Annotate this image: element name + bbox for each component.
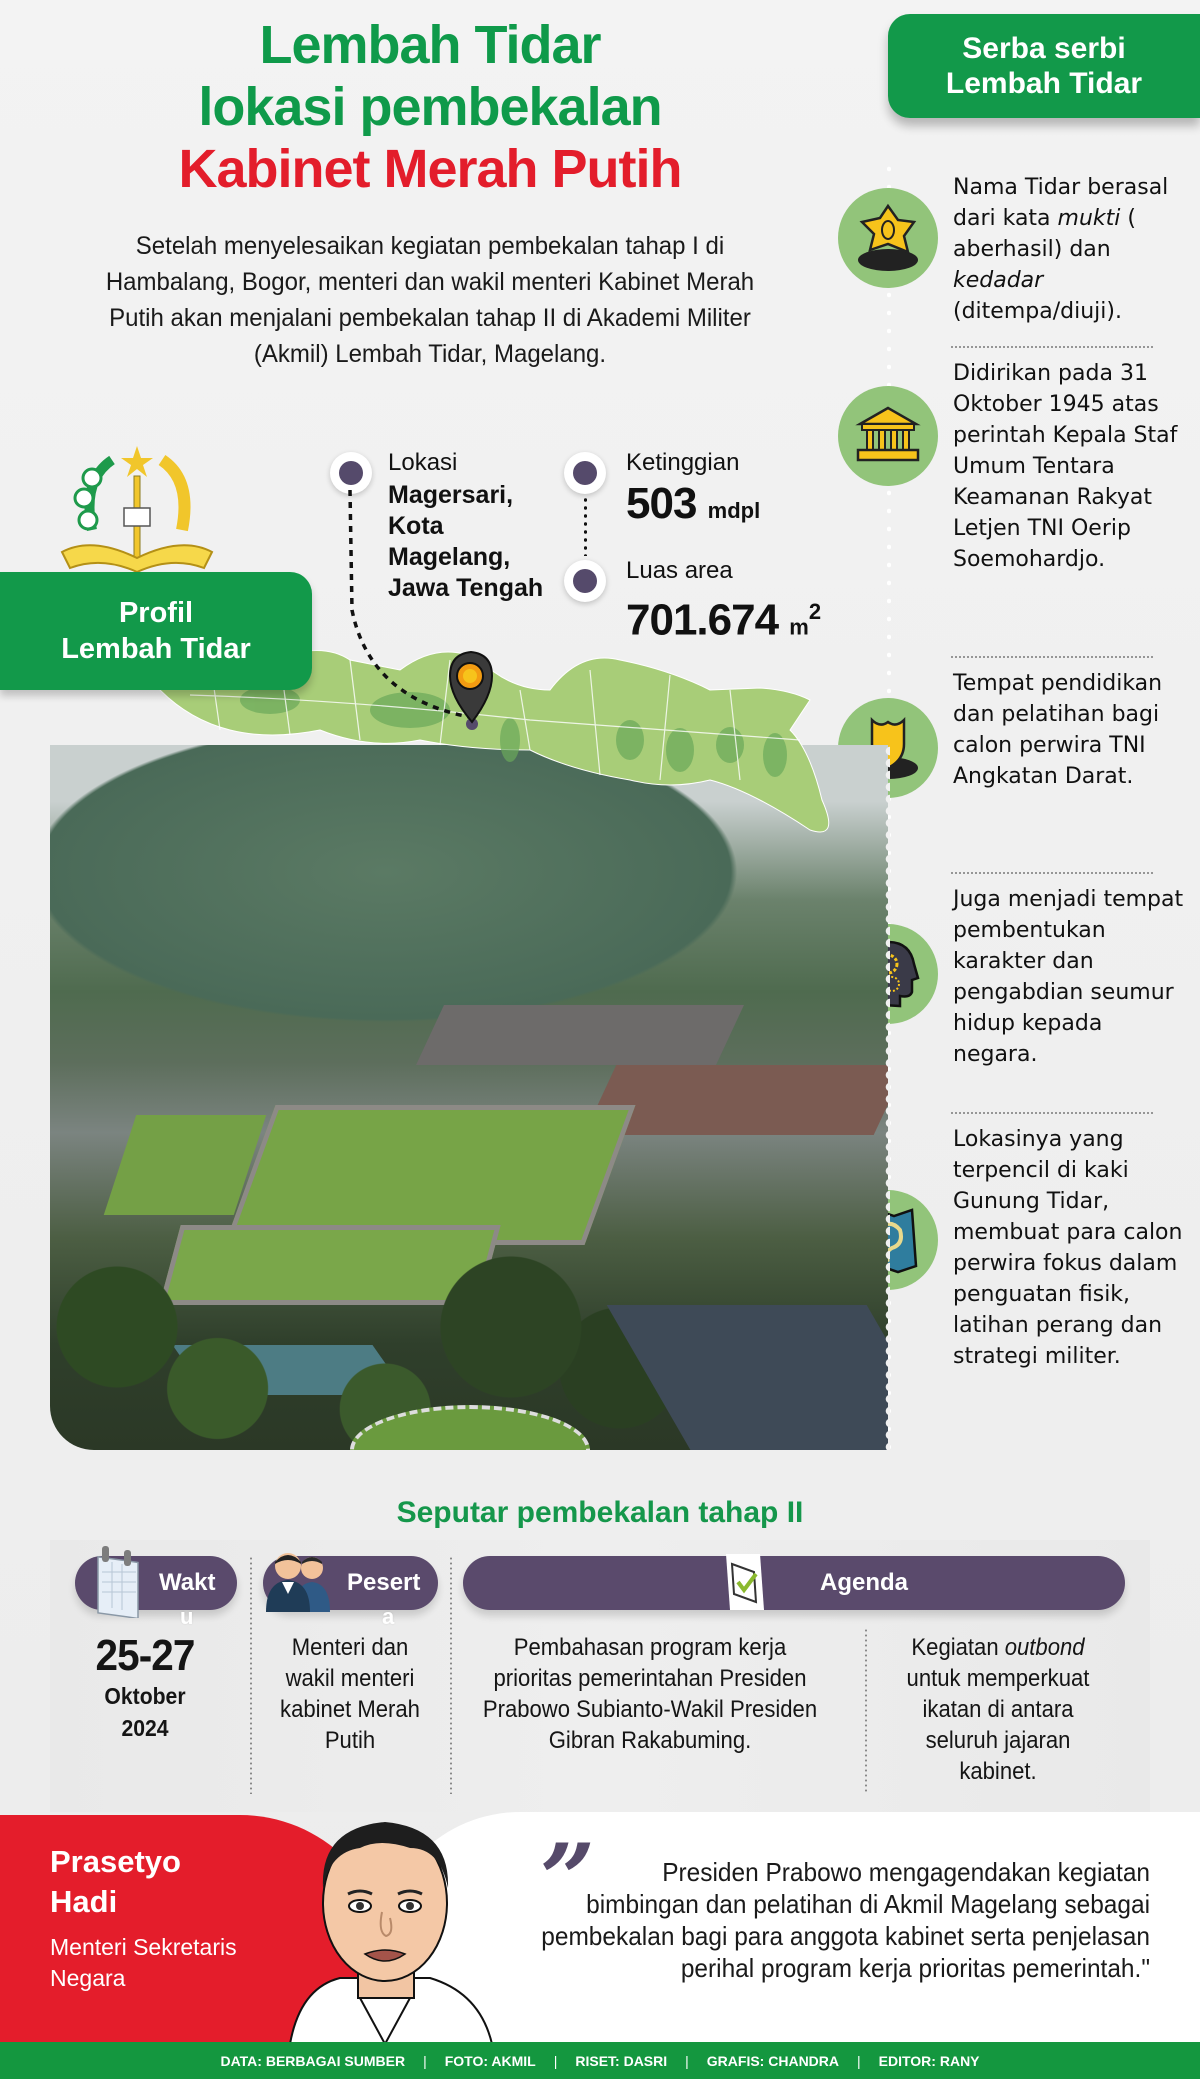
quote-text: Presiden Prabowo mengagendakan kegiatan bimbingan dan pelatihan di Akmil Magelang sebagai pembekalan bagi para anggota kabinet serta penjelasan perihal program kerja prioritas pemerintah." xyxy=(541,1857,1150,1983)
star-trophy-icon xyxy=(838,188,938,288)
seputar-panel xyxy=(50,1540,1150,1812)
credit-editor: EDITOR: RANY xyxy=(878,2052,980,2069)
agenda-item-2: Kegiatan outbond untuk memperkuat ikatan di antara seluruh jajaran kabinet. xyxy=(906,1634,1090,1785)
title-line-3: Kabinet Merah Putih xyxy=(178,139,682,199)
luas-value: 701.674 $m^2$ xyxy=(626,595,822,645)
column-divider xyxy=(450,1556,452,1794)
serba-serbi-title-1: Serba serbi xyxy=(962,32,1126,65)
column-divider xyxy=(250,1556,252,1794)
seputar-title: Seputar pembekalan tahap II xyxy=(396,1496,804,1529)
divider xyxy=(950,1112,1154,1114)
location-dot-icon xyxy=(330,452,372,494)
waktu-label: Wakt xyxy=(159,1569,216,1596)
divider xyxy=(950,346,1154,348)
agenda-pill xyxy=(463,1556,1125,1610)
serba-serbi-title-2: Lembah Tidar xyxy=(945,67,1143,100)
fact-text: Didirikan pada 31 Oktober 1945 atas perintah Kepala Staf Umum Tentara Keamanan Rakyat Letjen TNI Oerip Soemohardjo. xyxy=(953,361,1178,572)
speaker-name: Prasetyo Hadi xyxy=(50,1844,181,1919)
waktu-value: 25-27 Oktober 2024 xyxy=(95,1631,195,1741)
stat-connector xyxy=(584,496,587,556)
credits-footer: DATA: BERBAGAI SUMBER | FOTO: AKMIL | RISET: DASRI | GRAFIS: CHANDRA | EDITOR: RANY xyxy=(0,2042,1200,2079)
quote-mark-icon: ” xyxy=(540,1823,584,1936)
fact-text: Juga menjadi tempat pembentukan karakter dan pengabdian seumur hidup kepada negara. xyxy=(953,887,1184,1067)
page-title xyxy=(60,14,800,200)
speaker-role: Menteri Sekretaris Negara xyxy=(50,1934,237,1991)
building-icon xyxy=(838,386,938,486)
serba-serbi-header xyxy=(888,14,1200,118)
lokasi-value: Magersari, Kota Magelang, Jawa Tengah xyxy=(388,481,544,602)
peserta-label: Pesert xyxy=(347,1569,421,1596)
calendar-icon xyxy=(92,1542,142,1618)
elevation-dot-icon xyxy=(564,452,606,494)
credit-grafis: GRAFIS: CHANDRA xyxy=(706,2052,840,2069)
profil-title-2: Lembah Tidar xyxy=(61,633,251,665)
ketinggian-value: 503 mdpl xyxy=(626,479,761,528)
credit-data: DATA: BERBAGAI SUMBER xyxy=(220,2052,406,2069)
photo-stamp-edge xyxy=(880,745,890,1450)
credit-riset: RISET: DASRI xyxy=(575,2052,668,2069)
fact-text: Nama Tidar berasal dari kata mukti ( aberhasil) dan kedadar (ditempa/diuji). xyxy=(953,175,1169,324)
agenda-item-1: Pembahasan program kerja prioritas pemerintahan Presiden Prabowo Subianto-Wakil Presiden Gibran Rakabuming. xyxy=(482,1634,818,1754)
ketinggian-label: Ketinggian xyxy=(626,449,740,476)
profil-header xyxy=(0,572,312,690)
area-dot-icon xyxy=(564,560,606,602)
lokasi-label: Lokasi xyxy=(388,449,458,476)
credit-foto: FOTO: AKMIL xyxy=(444,2052,536,2069)
agenda-label: Agenda xyxy=(819,1569,908,1596)
checklist-icon xyxy=(722,1550,768,1614)
profil-title-1: Profil xyxy=(118,597,194,629)
column-divider xyxy=(865,1628,867,1794)
luas-label: Luas area xyxy=(626,557,733,584)
akmil-emblem-icon xyxy=(52,440,222,580)
peserta-label-overflow: a xyxy=(382,1604,395,1629)
waktu-label-overflow: u xyxy=(180,1604,194,1629)
title-line-2: lokasi pembekalan xyxy=(198,77,662,137)
map-marker-icon xyxy=(448,650,494,730)
fact-text: Tempat pendidikan dan pelatihan bagi calon perwira TNI Angkatan Darat. xyxy=(953,671,1163,789)
akmil-aerial-photo xyxy=(50,745,888,1450)
title-line-1: Lembah Tidar xyxy=(259,15,601,75)
people-icon xyxy=(262,1546,336,1612)
divider xyxy=(950,872,1154,874)
fact-text: Lokasinya yang terpencil di kaki Gunung Tidar, membuat para calon perwira fokus dalam penguatan fisik, latihan perang dan strategi militer. xyxy=(953,1127,1183,1369)
peserta-value: Menteri dan wakil menteri kabinet Merah Putih xyxy=(280,1634,420,1754)
intro-paragraph: Setelah menyelesaikan kegiatan pembekalan tahap I di Hambalang, Bogor, menteri dan wakil menteri Kabinet Merah Putih akan menjalani pembekalan tahap II di Akademi Militer (Akmil) Lembah Tidar, Magelang. xyxy=(105,232,755,368)
speaker-portrait xyxy=(270,1808,500,2044)
divider xyxy=(950,656,1154,658)
